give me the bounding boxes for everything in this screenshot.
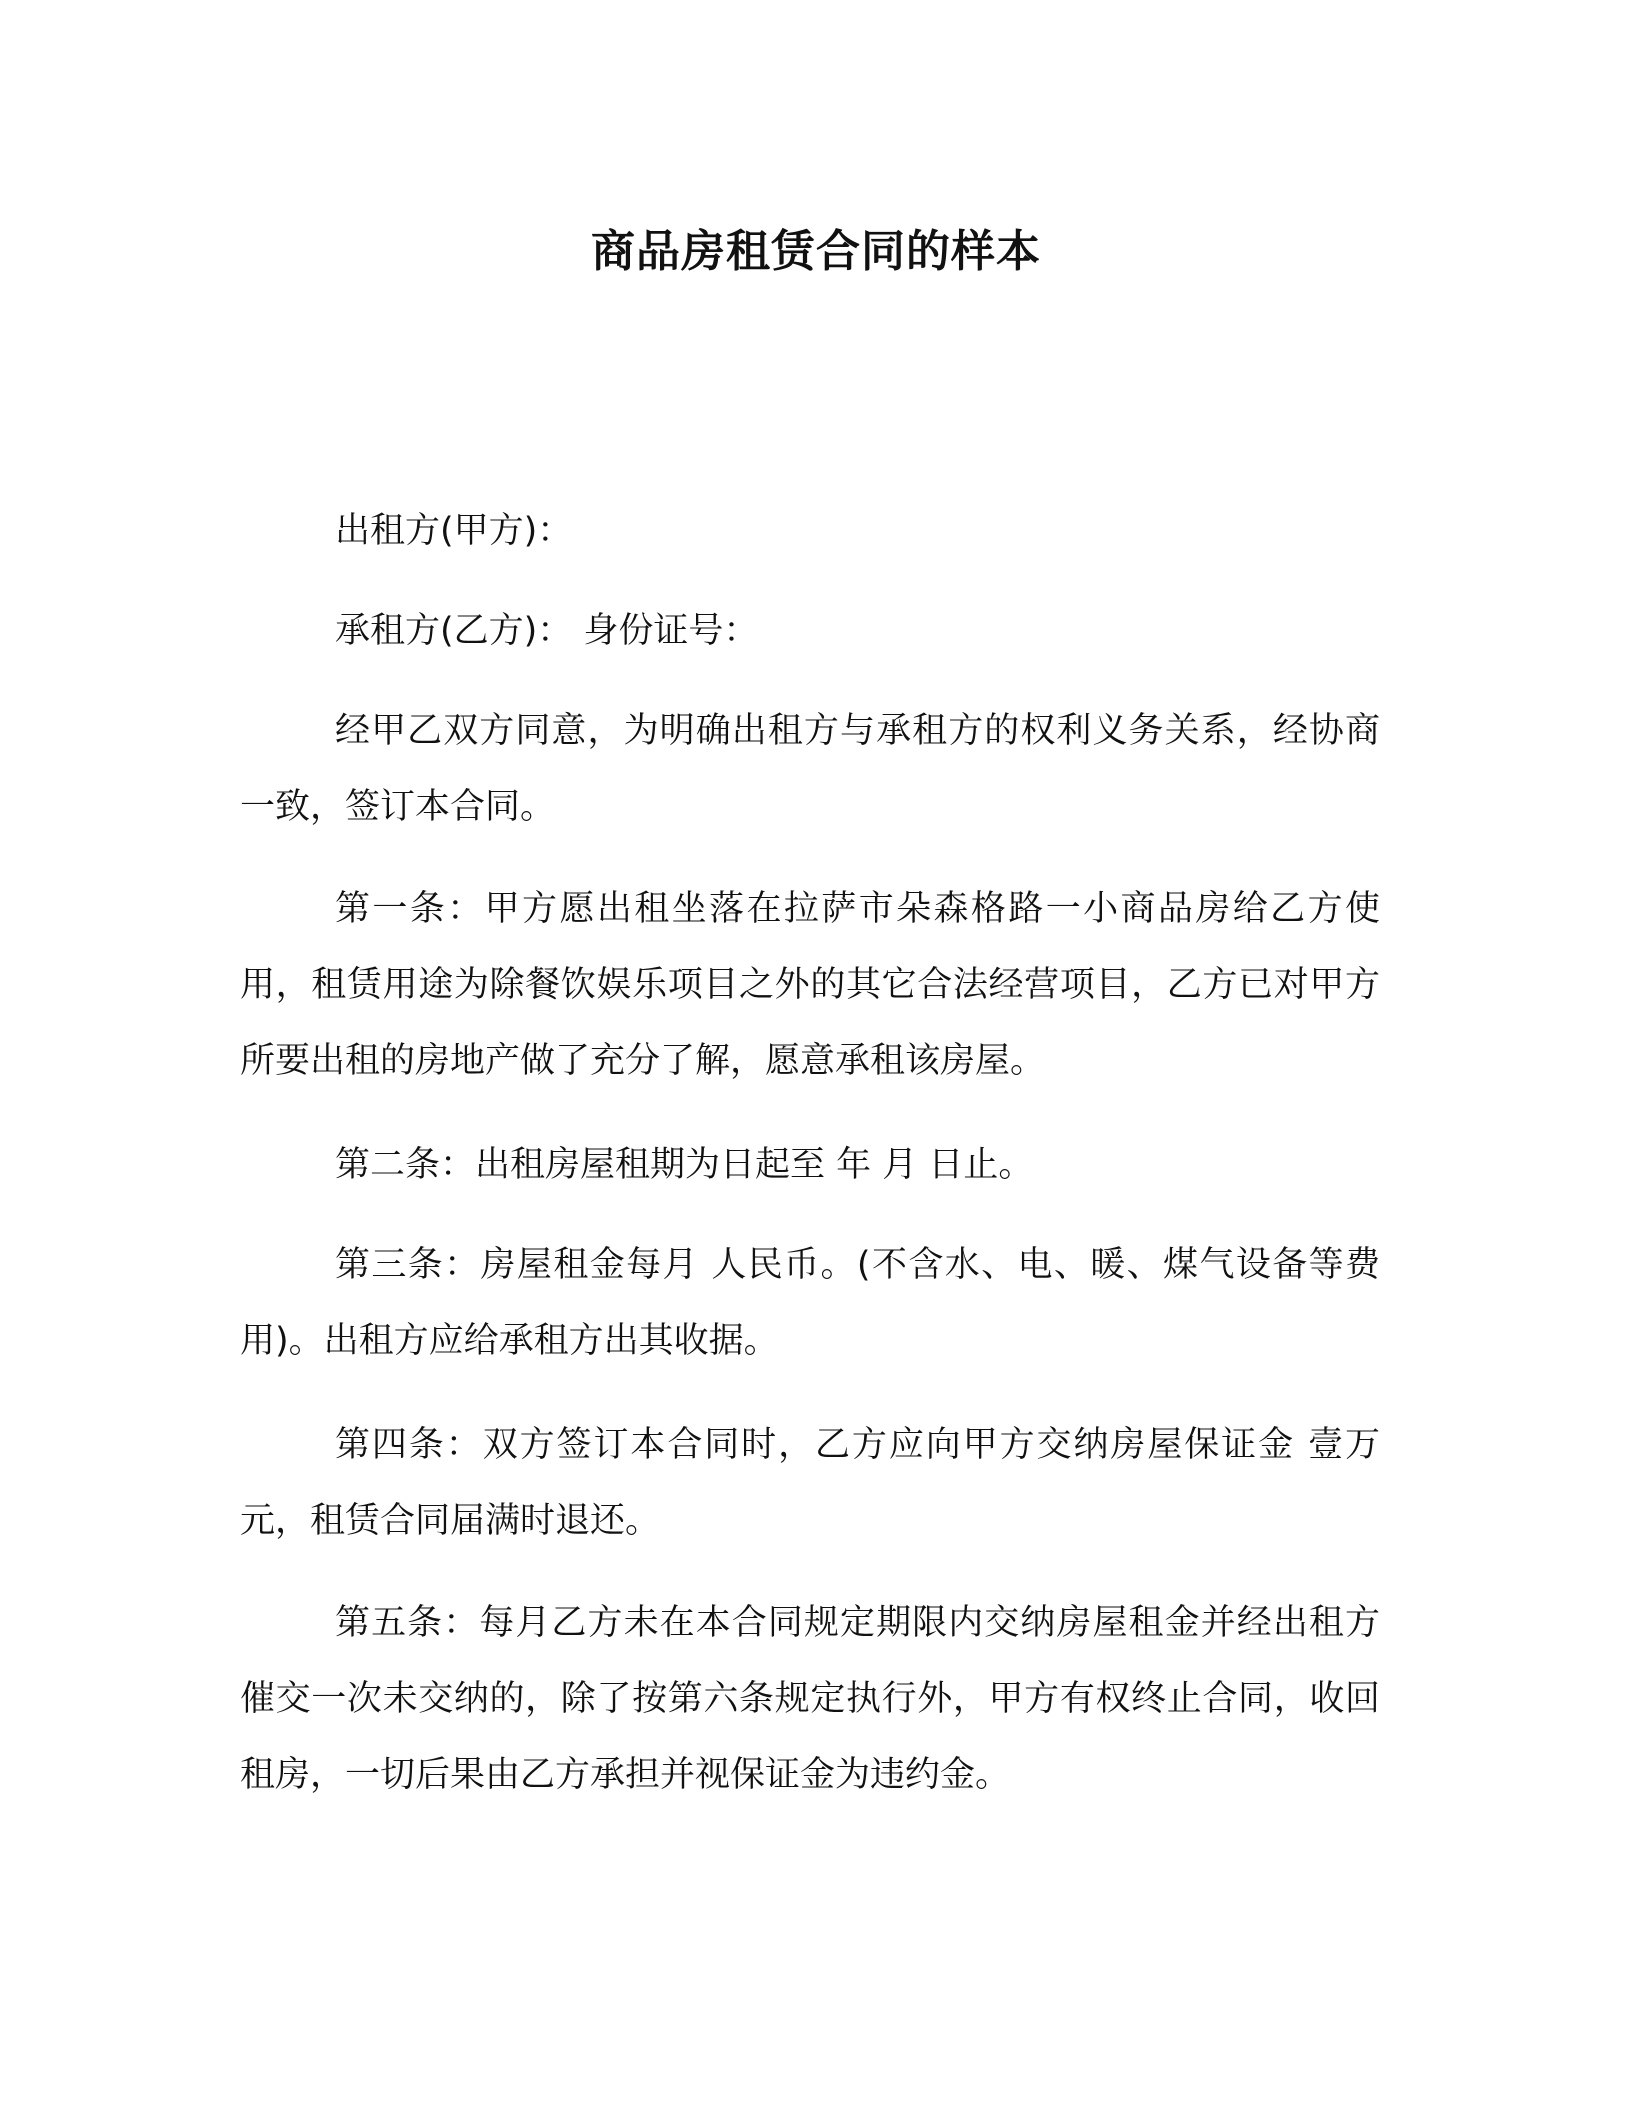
paragraph-article-4: 第四条：双方签订本合同时，乙方应向甲方交纳房屋保证金 壹万元，租赁合同届满时退还。	[240, 1425, 1380, 1541]
paragraph-article-3: 第三条：房屋租金每月 人民币。(不含水、电、暖、煤气设备等费用)。出租方应给承租方出其收据。	[240, 1245, 1380, 1361]
paragraph-article-1: 第一条：甲方愿出租坐落在拉萨市朵森格路一小商品房给乙方使用，租赁用途为除餐饮娱乐项目之外的其它合法经营项目，乙方已对甲方所要出租的房地产做了充分了解，愿意承租该房屋。	[240, 889, 1380, 1081]
paragraph-article-5: 第五条：每月乙方未在本合同规定期限内交纳房屋租金并经出租方催交一次未交纳的，除了按第六条规定执行外，甲方有权终止合同，收回租房，一切后果由乙方承担并视保证金为违约金。	[240, 1603, 1380, 1795]
paragraph-preamble: 经甲乙双方同意，为明确出租方与承租方的权利义务关系，经协商一致，签订本合同。	[240, 711, 1380, 827]
document-title: 商品房租赁合同的样本	[591, 226, 1041, 277]
paragraph-lessee: 承租方(乙方)： 身份证号：	[335, 611, 759, 651]
paragraph-article-2: 第二条：出租房屋租期为日起至 年 月 日止。	[335, 1145, 1034, 1185]
paragraph-lessor: 出租方(甲方)：	[335, 511, 573, 551]
